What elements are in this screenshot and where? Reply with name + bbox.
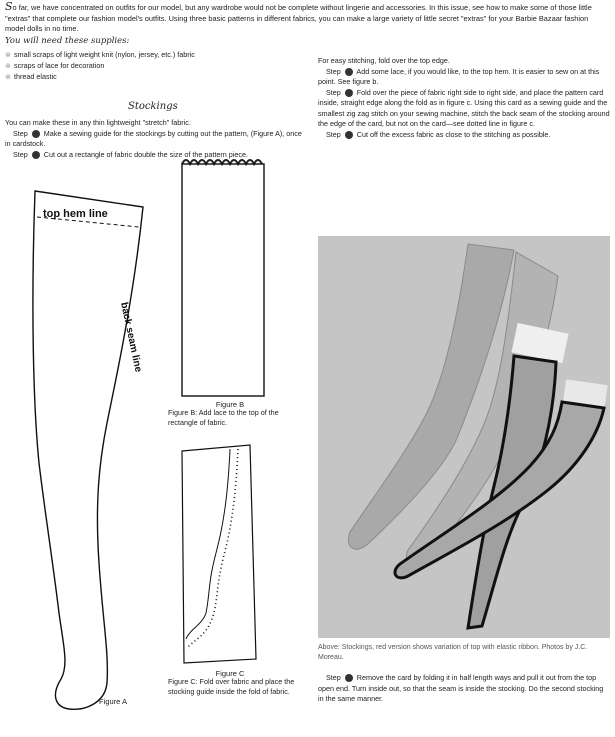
step-5: Step 5 Cut off the excess fabric as close to the stitching as possible. <box>326 129 551 139</box>
step-4: Step 4 Fold over the piece of fabric right side to right side, and place the pattern card inside, straight edge along the fold as in figure c. Using this card as a sewing guide and the smallest zig zag stitch on your sewing machine, stitch the back seam of the stocking around the edge of the card, but not on the card—see dotted line in figure c. <box>318 87 610 128</box>
supply-item: ⊗ thread elastic <box>5 72 57 81</box>
stockings-photo <box>318 236 610 638</box>
intro-drop-cap: S <box>5 0 13 13</box>
step-number-badge: 5 <box>345 131 353 139</box>
step-number-badge: 3 <box>345 68 353 76</box>
step-1: Step 1 Make a sewing guide for the stockings by cutting out the pattern, (Figure A), once in cardstock. <box>5 128 302 148</box>
figure-c-label: Figure C <box>215 669 245 678</box>
bullet-icon: ⊗ <box>5 72 12 81</box>
step-6: Step 6 Remove the card by folding it in half length ways and pull it out from the top open end. Turn inside out, so that the seam is inside the stocking. Do the second stocking in the same manner. <box>318 673 604 703</box>
top-hem-label: top hem line <box>43 208 108 220</box>
supply-item: ⊗ small scraps of light weight knit (nylon, jersey, etc.) fabric <box>5 50 195 59</box>
figure-c-caption: Figure C: Fold over fabric and place the stocking guide inside the fold of fabric. <box>168 677 295 696</box>
step-2: Step 2 Cut out a rectangle of fabric double the size of the pattern piece. <box>13 149 248 159</box>
figure-a-label: Figure A <box>99 697 127 706</box>
step-number-badge: 4 <box>345 89 353 97</box>
stockings-intro: You can make these in any thin lightweight "stretch" fabric. <box>5 118 191 127</box>
stockings-heading: Stockings <box>128 101 178 112</box>
intro-text: o far, we have concentrated on outfits for our model, but any wardrobe would not be complete without lingerie and accessories. In this issue, see how to make some of those little "extras" that complete our fashion model's outfits. Using three basic patterns in different fabrics, you can make a large variety of little secret "extras" for your Barbie Bazaar fashion model dolls in no time. <box>5 3 592 34</box>
stocking-guide <box>186 449 230 639</box>
step-number-badge: 2 <box>32 151 40 159</box>
photo-caption: Above: Stockings, red version shows variation of top with elastic ribbon. Photos by J.C. Moreau. <box>318 644 588 661</box>
figure-b-label: Figure B <box>215 400 245 409</box>
fabric-rectangle <box>182 164 264 396</box>
stitching-dotted-line <box>188 449 238 647</box>
stockings-instructions <box>5 118 305 160</box>
step-number-badge: 6 <box>345 674 353 682</box>
back-seam-label: back seam line <box>118 301 144 374</box>
bullet-icon: ⊗ <box>5 61 12 70</box>
bullet-icon: ⊗ <box>5 50 12 59</box>
supply-item: ⊗ scraps of lace for decoration <box>5 61 105 70</box>
intro-paragraph <box>5 2 610 35</box>
stocking-pattern-outline <box>33 191 143 709</box>
figure-b-rectangle <box>180 156 270 400</box>
figure-a-pattern <box>25 183 175 723</box>
figure-c-folded-fabric <box>180 443 260 665</box>
step-3: Step 3 Add some lace, if you would like, to the top hem. It is easier to sew on at this point. See figure b. <box>318 66 600 86</box>
fabric-fold-outline <box>182 445 256 663</box>
figure-b-caption: Figure B: Add lace to the top of the rectangle of fabric. <box>168 408 279 427</box>
supplies-heading: You will need these supplies: <box>5 36 130 46</box>
fold-note: For easy stitching, fold over the top edge. <box>318 56 450 65</box>
right-column-instructions <box>318 56 610 140</box>
step-number-badge: 1 <box>32 130 40 138</box>
